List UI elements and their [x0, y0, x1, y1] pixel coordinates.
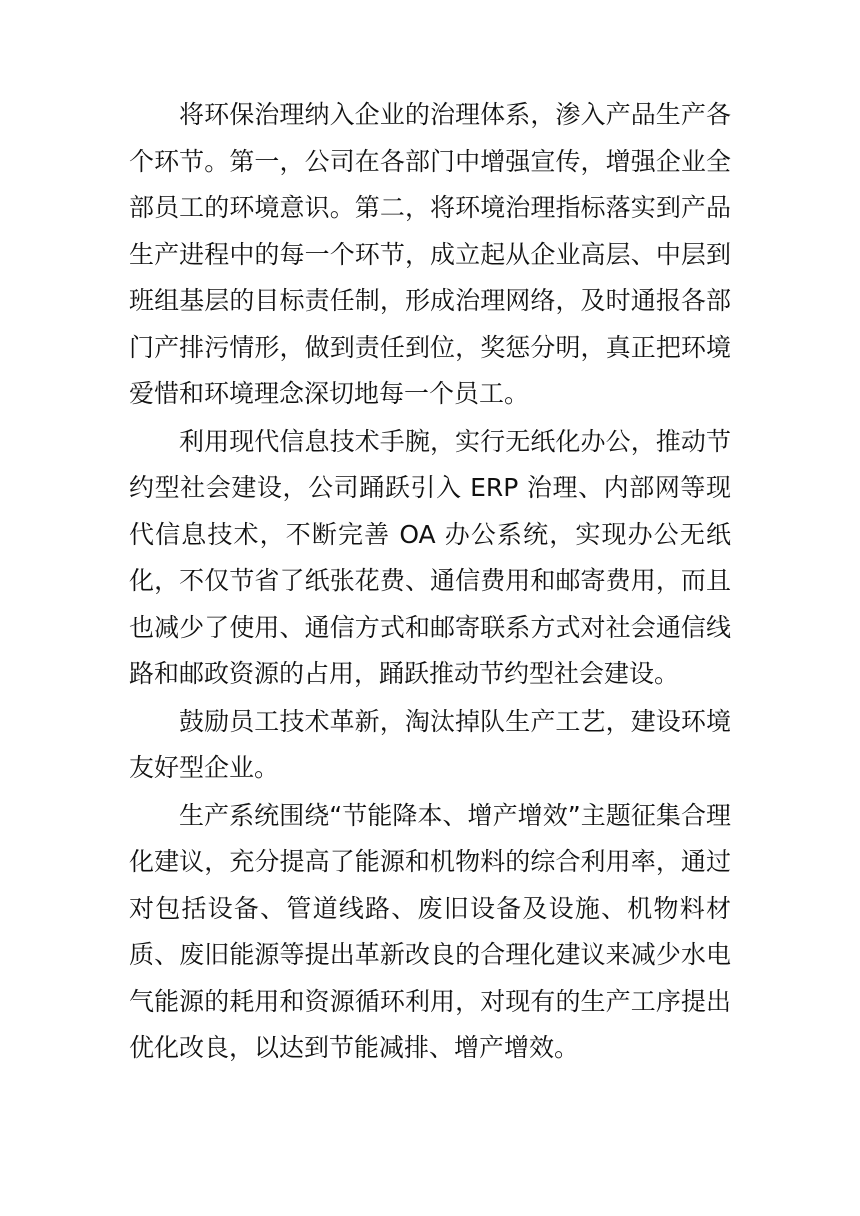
- paragraph-technical-innovation: 鼓励员工技术革新，淘汰掉队生产工艺，建设环境友好型企业。: [129, 706, 731, 782]
- paragraph-energy-saving-suggestions: 生产系统围绕“节能降本、增产增效”主题征集合理化建议，充分提高了能源和机物料的综合利用率，通过对包括设备、管道线路、废旧设备及设施、机物料材质、废旧能源等提出革新改良的合理化建议来减少水电气能源的耗用和资源循环利用，对现有的生产工序提出优化改良，以达到节能减排、增产增效。: [129, 800, 731, 1062]
- document-page: [129, 92, 731, 1072]
- paragraph-paperless-office: 利用现代信息技术手腕，实行无纸化办公，推动节约型社会建设，公司踊跃引入 ERP 治理、内部网等现代信息技术，不断完善 OA 办公系统，实现办公无纸化，不仅节省了纸张花费、通信费用和邮寄费用，而且也减少了使用、通信方式和邮寄联系方式对社会通信线路和邮政资源的占用，踊跃推动节约型社会建设。: [129, 426, 731, 688]
- paragraph-environmental-governance: 将环保治理纳入企业的治理体系，渗入产品生产各个环节。第一，公司在各部门中增强宣传，增强企业全部员工的环境意识。第二，将环境治理指标落实到产品生产进程中的每一个环节，成立起从企业高层、中层到班组基层的目标责任制，形成治理网络，及时通报各部门产排污情形，做到责任到位，奖惩分明，真正把环境爱惜和环境理念深切地每一个员工。: [129, 100, 731, 408]
